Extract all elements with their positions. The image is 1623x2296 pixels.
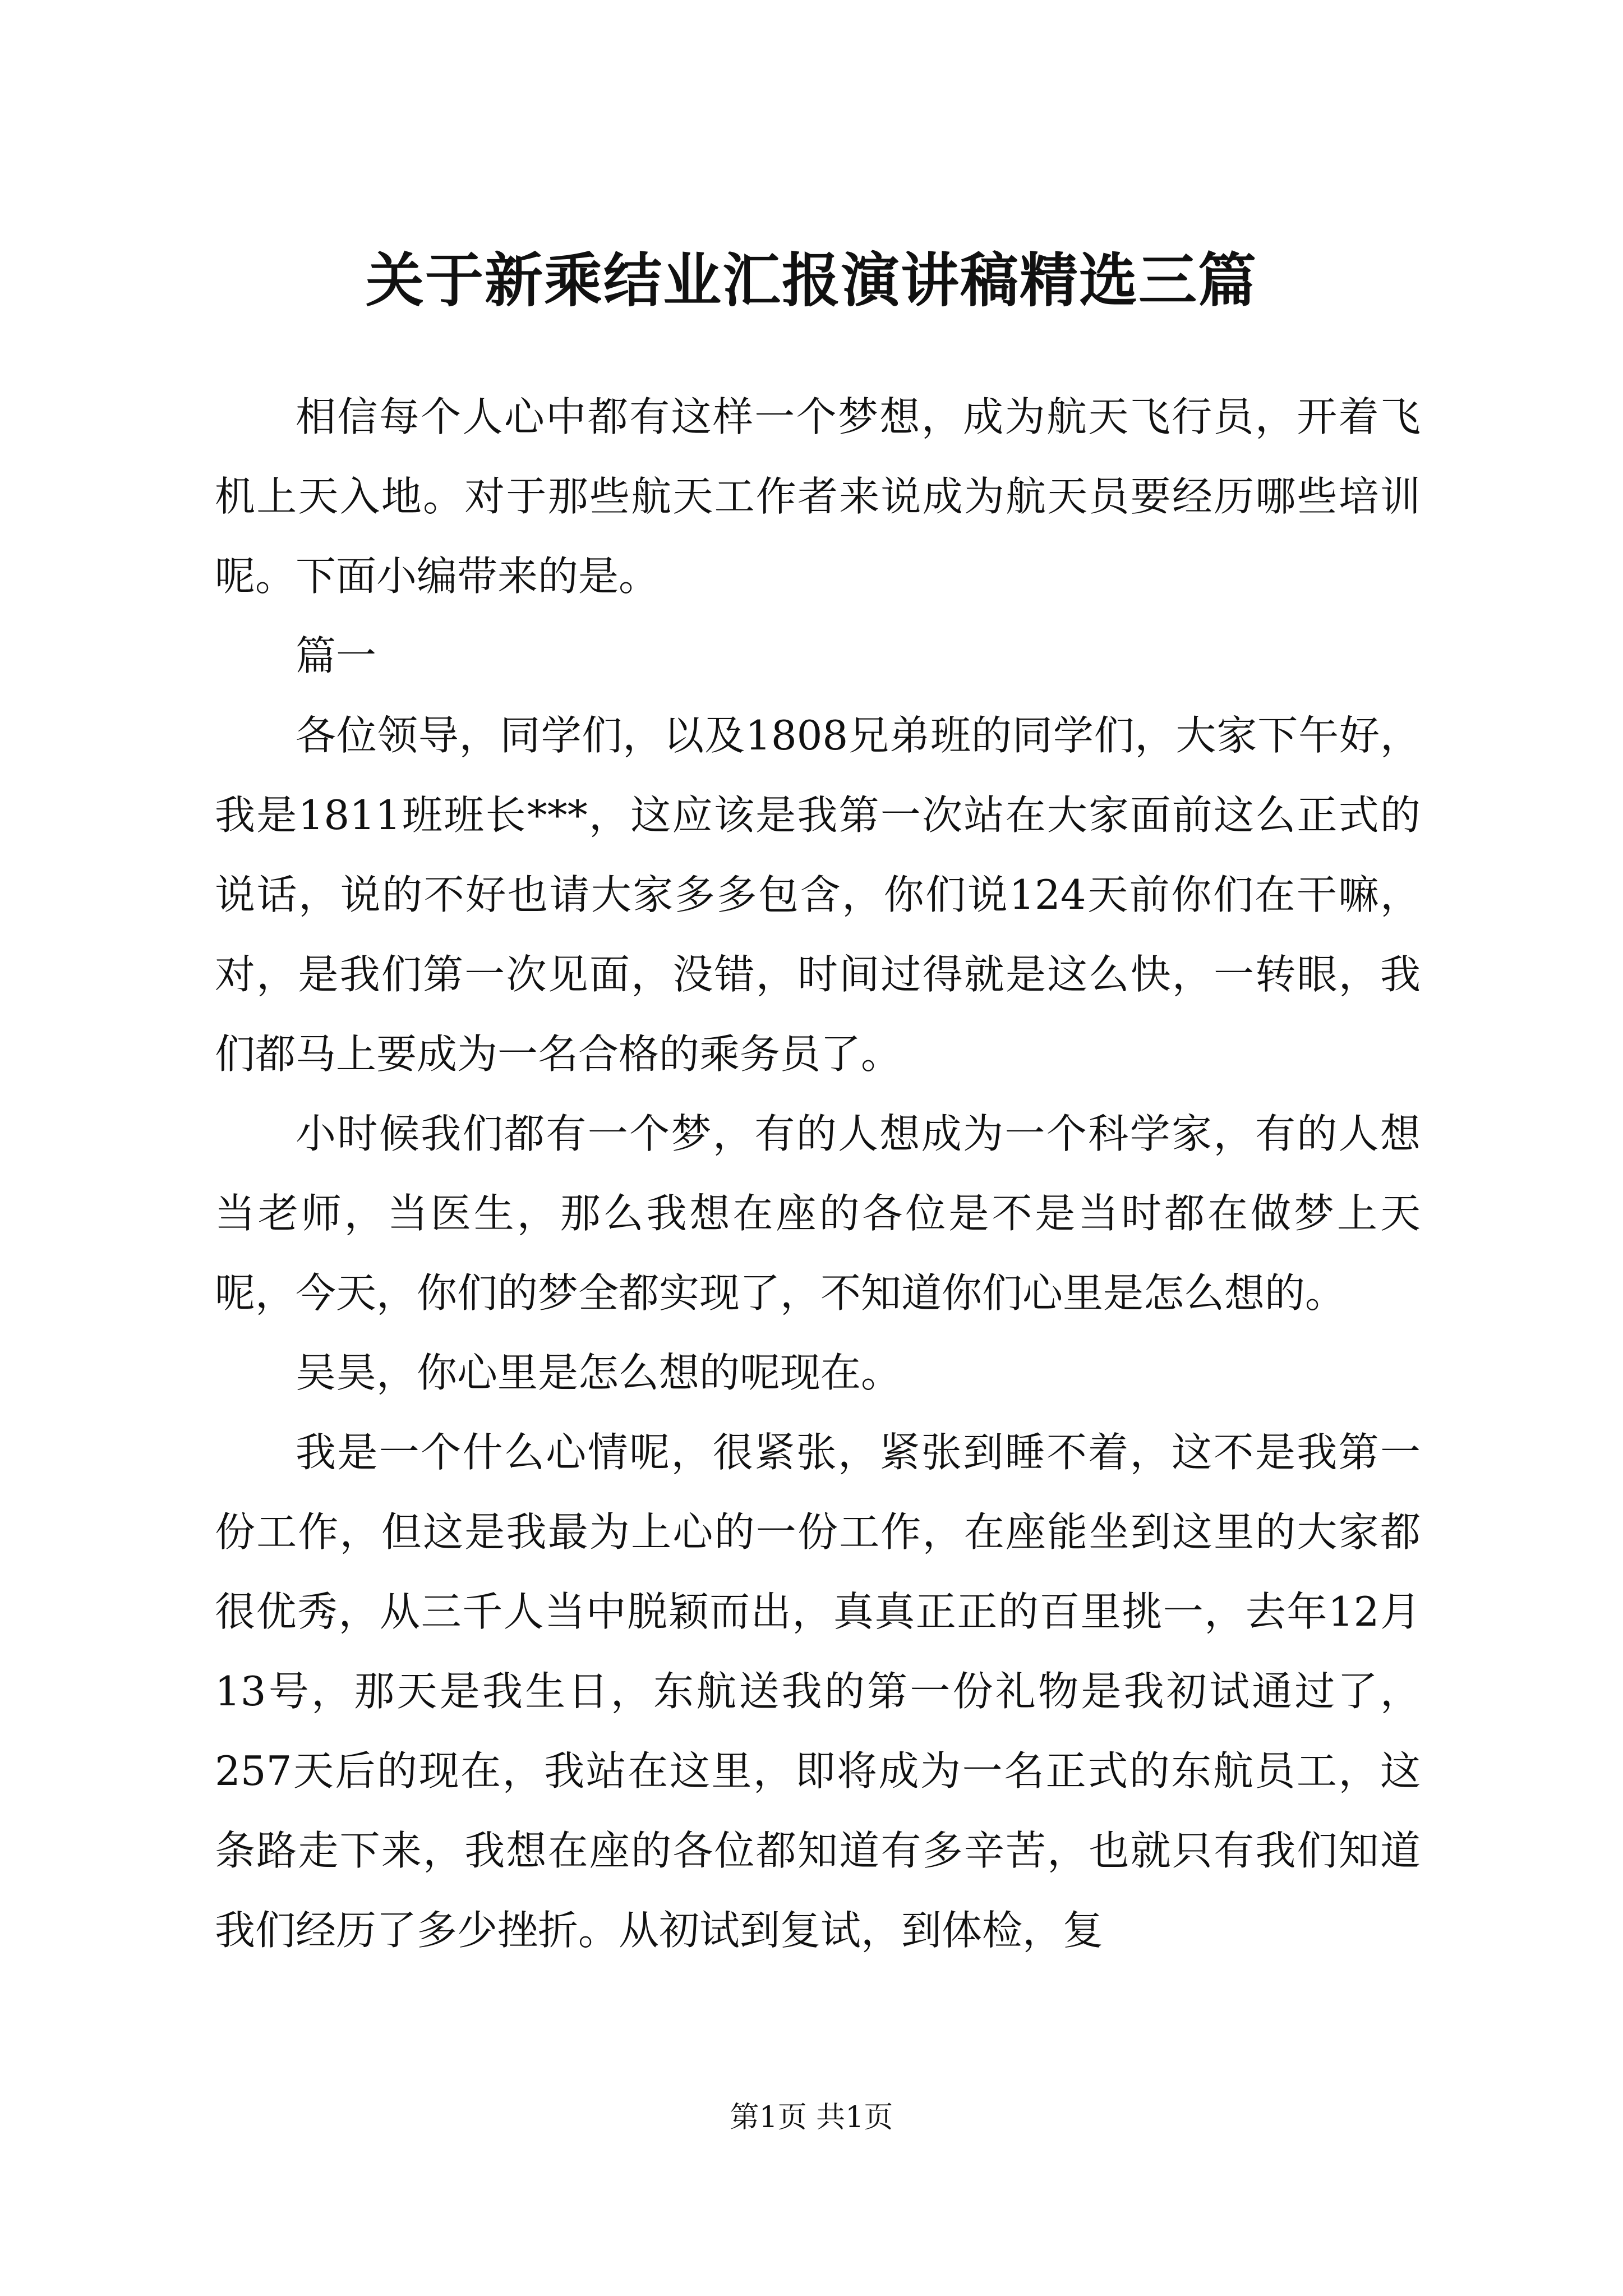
paragraph: 吴昊，你心里是怎么想的呢现在。 (296, 1349, 902, 1396)
paragraph: 各位领导，同学们，以及1808兄弟班的同学们，大家下午好，我是1811班班长***，这应该是我第一次站在大家面前这么正式的说话，说的不好也请大家多多包含，你们说124天前你们在干嘛，对，是我们第一次见面，没错，时间过得就是这么快，一转眼，我们都马上要成为一名合格的乘务员了。 (215, 712, 1421, 1078)
section-heading: 篇一 (296, 632, 377, 679)
paragraph: 我是一个什么心情呢，很紧张，紧张到睡不着，这不是我第一份工作，但这是我最为上心的一份工作，在座能坐到这里的大家都很优秀，从三千人当中脱颖而出，真真正正的百里挑一，去年12月13号，那天是我生日，东航送我的第一份礼物是我初试通过了，257天后的现在，我站在这里，即将成为一名正式的东航员工，这条路走下来，我想在座的各位都知道有多辛苦，也就只有我们知道我们经历了多少挫折。从初试到复试，到体检，复 (215, 1429, 1421, 1954)
paragraph: 小时候我们都有一个梦，有的人想成为一个科学家，有的人想当老师，当医生，那么我想在座的各位是不是当时都在做梦上天呢，今天，你们的梦全都实现了，不知道你们心里是怎么想的。 (215, 1110, 1421, 1317)
paragraph-intro: 相信每个人心中都有这样一个梦想，成为航天飞行员，开着飞机上天入地。对于那些航天工作者来说成为航天员要经历哪些培训呢。下面小编带来的是。 (215, 393, 1421, 600)
document-body (215, 377, 1421, 1970)
page-number-footer: 第1页 共1页 (730, 2101, 893, 2134)
document-title: 关于新乘结业汇报演讲稿精选三篇 (365, 246, 1257, 315)
